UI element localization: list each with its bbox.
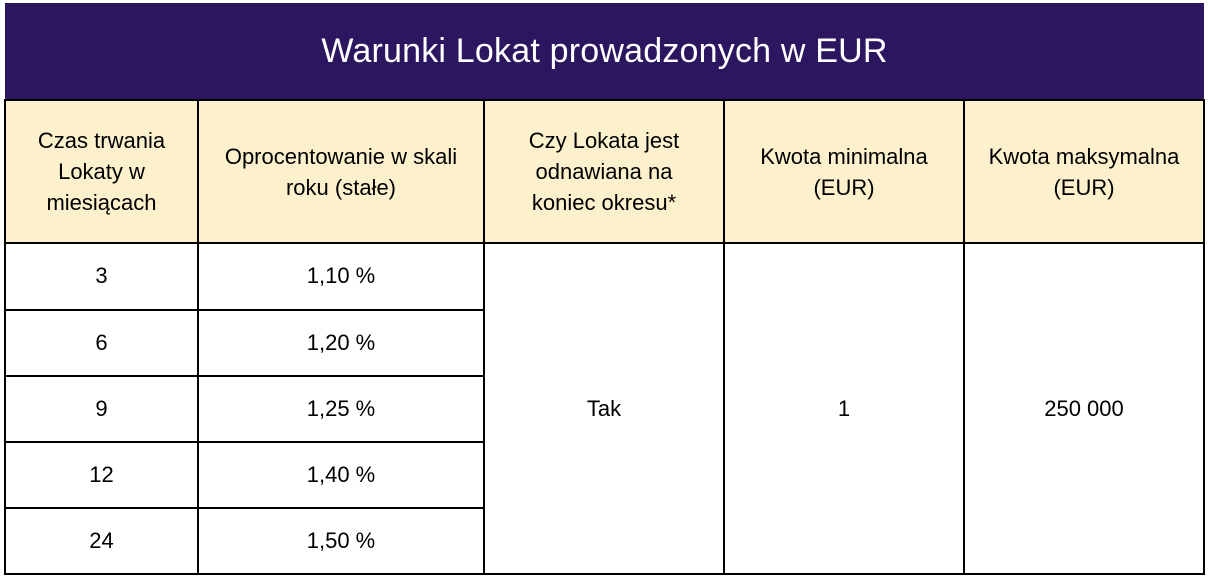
max-amount-cell: 250 000	[964, 243, 1204, 574]
rate-cell: 1,10 %	[198, 243, 484, 309]
duration-cell: 3	[5, 243, 198, 309]
column-header-max-amount: Kwota maksymalna (EUR)	[964, 100, 1204, 243]
rate-cell: 1,50 %	[198, 508, 484, 574]
deposit-terms-table	[4, 3, 1205, 575]
duration-cell: 9	[5, 376, 198, 442]
renewal-cell: Tak	[484, 243, 724, 574]
rate-cell: 1,40 %	[198, 442, 484, 508]
column-header-min-amount: Kwota minimalna (EUR)	[724, 100, 964, 243]
rate-cell: 1,25 %	[198, 376, 484, 442]
column-header-duration: Czas trwania Lokaty w miesiącach	[5, 100, 198, 243]
deposit-terms-table-container	[4, 3, 1203, 575]
table-title: Warunki Lokat prowadzonych w EUR	[5, 3, 1204, 100]
duration-cell: 12	[5, 442, 198, 508]
column-header-rate: Oprocentowanie w skali roku (stałe)	[198, 100, 484, 243]
rate-cell: 1,20 %	[198, 310, 484, 376]
duration-cell: 6	[5, 310, 198, 376]
column-header-renewal: Czy Lokata jest odnawiana na koniec okresu*	[484, 100, 724, 243]
header-row	[5, 100, 1204, 243]
duration-cell: 24	[5, 508, 198, 574]
min-amount-cell: 1	[724, 243, 964, 574]
table-row	[5, 243, 1204, 309]
